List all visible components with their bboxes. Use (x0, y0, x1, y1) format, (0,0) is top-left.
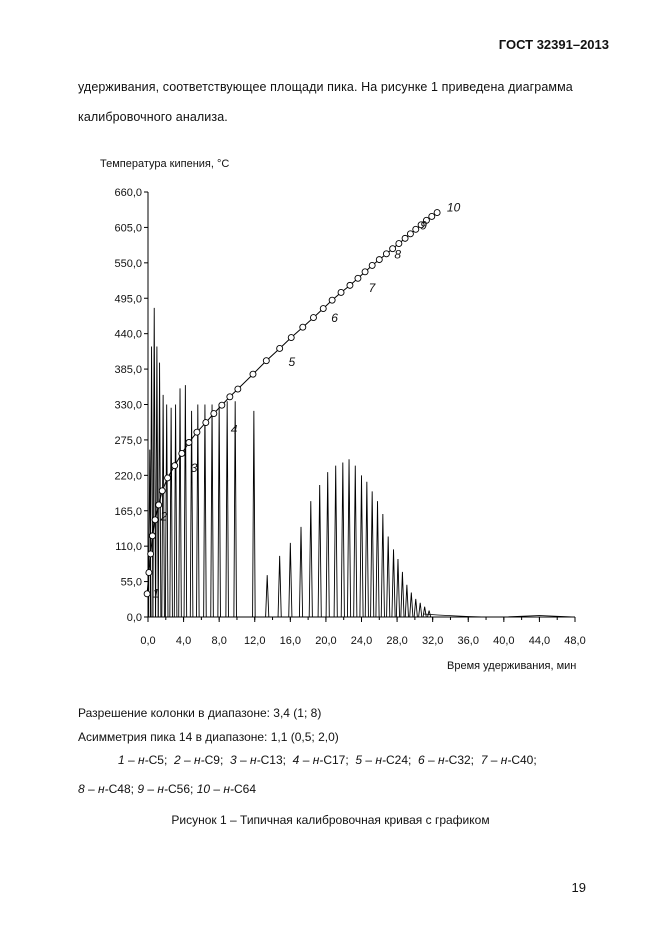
x-tick-label: 44,0 (528, 635, 551, 647)
curve-annotation: 10 (446, 200, 461, 215)
calibration-point (407, 231, 413, 237)
y-tick-label: 660,0 (114, 187, 142, 199)
x-tick-label: 4,0 (175, 635, 192, 647)
calibration-point (203, 420, 209, 426)
y-tick-label: 110,0 (115, 541, 142, 554)
calibration-point (429, 213, 435, 219)
resolution-note: Разрешение колонки в диапазоне: 3,4 (1; 8) (78, 706, 322, 720)
calibration-point (288, 335, 294, 341)
chromatogram-peak (376, 501, 379, 617)
legend-line-2 (78, 782, 256, 796)
calibration-point (376, 257, 382, 263)
calibration-point (329, 297, 335, 303)
chromatogram-peak (326, 472, 329, 617)
chromatogram-peak (204, 405, 207, 618)
curve-annotation: 6 (331, 311, 338, 326)
x-tick-label: 40,0 (493, 635, 515, 647)
legend-item: 1 – н-С5; (118, 753, 168, 767)
x-tick-label: 20,0 (315, 635, 337, 647)
calibration-point (300, 324, 306, 330)
chromatogram-peak (401, 572, 404, 617)
calibration-point (362, 269, 368, 275)
chromatogram-peak (278, 556, 281, 617)
calibration-point (152, 517, 158, 523)
chromatogram-peak (156, 347, 159, 617)
x-axis-label: Время удерживания, мин (447, 660, 577, 672)
chromatogram-peak (365, 482, 368, 617)
calibration-point (277, 345, 283, 351)
calibration-point (434, 210, 440, 216)
body-text-line-1: удерживания, соответствующее площади пика. На рисунке 1 приведена диаграмма (78, 80, 573, 94)
legend-item: 4 – н-С17; (292, 753, 349, 767)
calibration-point (263, 358, 269, 364)
chromatogram-peak (184, 385, 187, 617)
curve-annotation: 4 (230, 422, 238, 437)
chromatogram-peak (414, 599, 417, 617)
chromatogram-peak (174, 405, 177, 618)
calibration-point (165, 475, 171, 481)
calibration-point (355, 275, 361, 281)
legend-item: 9 – н-С56; (137, 782, 194, 796)
y-axis-label: Температура кипения, °C (100, 158, 230, 170)
y-tick-label: 330,0 (114, 399, 142, 412)
legend-item: 2 – н-С9; (174, 753, 224, 767)
curve-annotation: 5 (288, 354, 296, 369)
chromatogram-peak (387, 537, 390, 617)
x-tick-label: 16,0 (279, 635, 302, 647)
chromatogram-peak (218, 405, 221, 618)
y-tick-label: 495,0 (114, 293, 142, 306)
chromatogram-peak (179, 388, 182, 617)
legend-item: 5 – н-С24; (355, 753, 412, 767)
x-tick-label: 12,0 (244, 635, 266, 647)
chromatogram-peak (226, 401, 229, 617)
chromatogram-peak (410, 593, 413, 617)
figure-caption: Рисунок 1 – Типичная калибровочная кривая с графиком (171, 813, 490, 827)
calibration-point (194, 429, 200, 435)
x-tick-label: 48,0 (564, 635, 586, 647)
chromatogram-peak (170, 408, 173, 617)
y-tick-label: 275,0 (114, 434, 142, 447)
y-tick-label: 385,0 (114, 364, 142, 377)
x-tick-label: 0,0 (140, 635, 156, 647)
legend-item: 10 – н-С64 (196, 782, 257, 796)
calibration-point (219, 402, 225, 408)
y-tick-label: 550,0 (114, 257, 142, 270)
chromatogram-peak (309, 501, 312, 617)
calibration-point (144, 591, 150, 597)
curve-annotation: 9 (420, 218, 427, 233)
chromatogram-peak (360, 475, 363, 617)
chromatogram-peak (341, 462, 344, 617)
calibration-point (227, 394, 233, 400)
chromatogram-peak (289, 543, 292, 617)
chromatogram-peak (211, 405, 214, 618)
chromatogram-peak (253, 411, 256, 617)
curve-annotation: 8 (394, 247, 402, 262)
legend-item: 3 – н-С13; (230, 753, 286, 767)
calibration-point (156, 502, 162, 508)
chromatogram-peak (318, 485, 321, 617)
chromatogram-peak (423, 607, 426, 617)
x-tick-label: 8,0 (211, 635, 227, 647)
chromatogram-peak (334, 466, 337, 617)
y-tick-label: 165,0 (114, 505, 142, 518)
curve-annotation: 2 (160, 509, 168, 524)
calibration-point (347, 282, 353, 288)
legend-item: 6 – н-С32; (418, 753, 475, 767)
calibration-point (148, 551, 154, 557)
chromatogram-peak (381, 514, 384, 617)
y-tick-label: 0,0 (126, 612, 142, 624)
chromatogram-peak (150, 347, 153, 617)
y-tick-label: 605,0 (114, 222, 142, 235)
y-tick-label: 55,0 (120, 576, 142, 589)
calibration-point (402, 235, 408, 241)
calibration-point (146, 570, 152, 576)
calibration-point (396, 241, 402, 247)
y-tick-label: 440,0 (114, 328, 142, 341)
chromatogram-peak (371, 491, 374, 617)
calibration-point (413, 226, 419, 232)
legend-item: 8 – н-С48; (78, 782, 134, 796)
calibration-point (250, 371, 256, 377)
curve-annotation: 7 (368, 280, 376, 295)
calibration-point (310, 315, 316, 321)
calibration-point (338, 289, 344, 295)
calibration-point (159, 488, 165, 494)
chromatogram-peak (347, 459, 350, 617)
chromatogram-peak (354, 466, 357, 617)
chromatogram-peak (197, 405, 200, 618)
calibration-point (211, 411, 217, 417)
calibration-point (179, 450, 185, 456)
chromatogram-peak (162, 395, 165, 617)
chromatogram-peak (428, 611, 431, 617)
x-tick-label: 24,0 (350, 635, 373, 647)
page-number: 19 (571, 880, 586, 895)
chromatogram-peak (419, 603, 422, 617)
chromatogram-peak (392, 549, 395, 617)
document-id: ГОСТ 32391–2013 (498, 37, 609, 52)
chromatogram-peak (153, 308, 156, 617)
chromatogram-peak (266, 575, 269, 617)
calibration-point (235, 386, 241, 392)
calibration-point (172, 463, 178, 469)
legend-line-1 (118, 753, 537, 767)
chromatogram-peak (299, 527, 302, 617)
y-tick-label: 220,0 (114, 470, 142, 483)
x-tick-label: 28,0 (386, 635, 408, 647)
x-tick-label: 36,0 (457, 635, 479, 647)
calibration-point (320, 306, 326, 312)
curve-annotation: 1 (152, 586, 160, 601)
chromatogram-peak (405, 585, 408, 617)
legend-item: 7 – н-С40; (480, 753, 537, 767)
x-tick-label: 32,0 (421, 635, 444, 647)
calibration-point (186, 439, 192, 445)
calibration-point (369, 262, 375, 268)
chromatogram-peak (396, 559, 399, 617)
asymmetry-note: Асимметрия пика 14 в диапазоне: 1,1 (0,5; 2,0) (78, 730, 339, 744)
calibration-point (149, 533, 155, 539)
body-text-line-2: калибровочного анализа. (78, 110, 228, 124)
curve-annotation: 3 (190, 461, 198, 476)
calibration-point (383, 251, 389, 257)
